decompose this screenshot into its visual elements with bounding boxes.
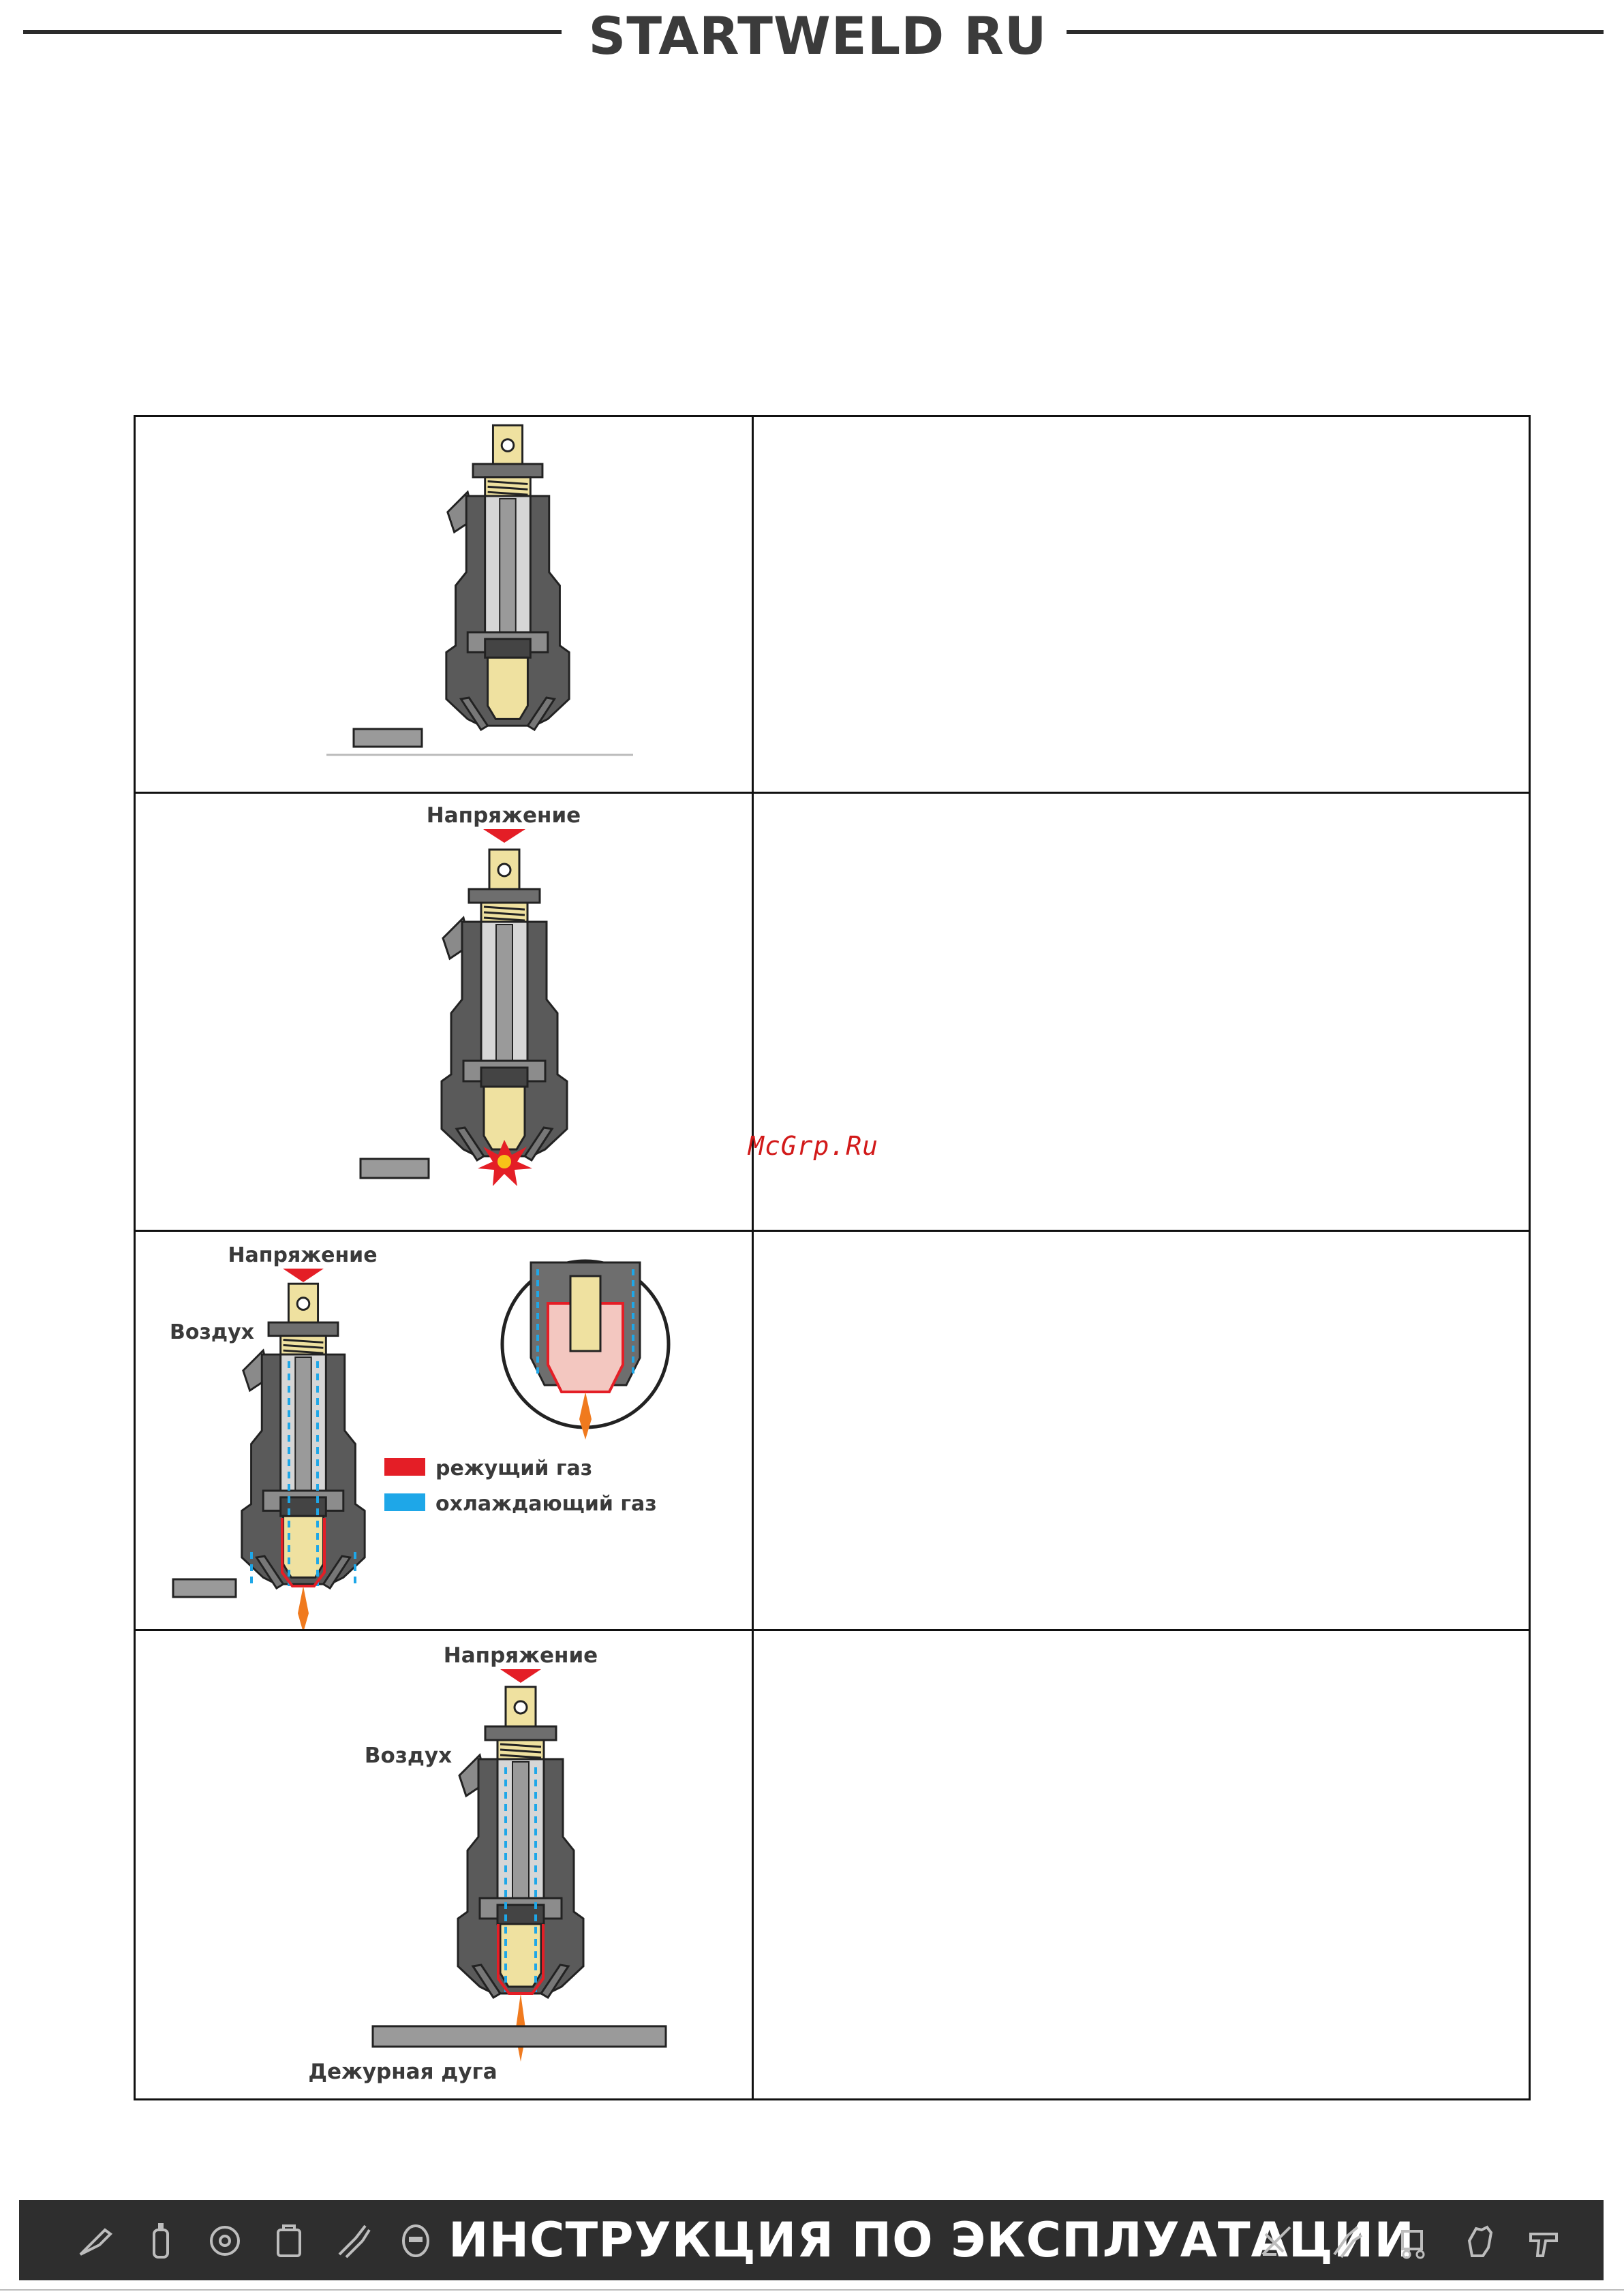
- air-label: Воздух: [364, 1743, 453, 1768]
- legend-swatch-cooling: [384, 1493, 425, 1511]
- legend-cutting-label: режущий газ: [435, 1457, 593, 1480]
- diagram-cell: [136, 794, 754, 1230]
- voltage-label: Напряжение: [426, 803, 581, 828]
- torch-idle-diagram: [136, 417, 752, 792]
- torch-stages-table: [134, 415, 1531, 2100]
- footer-banner: [19, 2200, 1604, 2280]
- glove-icon: [1460, 2220, 1501, 2261]
- bottom-rule: [0, 2289, 1624, 2291]
- voltage-arrow: [483, 829, 525, 843]
- welding-mask-icon: [395, 2220, 436, 2261]
- diagram-cell: [136, 1631, 754, 2098]
- torch-voltage-diagram: [136, 794, 752, 1230]
- diagram-cell: [136, 417, 754, 792]
- brand-left: STARTWELD: [588, 5, 945, 66]
- air-label: Воздух: [169, 1320, 255, 1344]
- brand-logo[interactable]: [588, 3, 1047, 68]
- torch-air-flow-diagram: [136, 1232, 752, 1629]
- voltage-label: Напряжение: [443, 1643, 598, 1668]
- torch-icon: [75, 2220, 116, 2261]
- description-cell: [754, 794, 1529, 1230]
- welder-case-icon: [269, 2220, 309, 2261]
- pliers-icon: [333, 2220, 373, 2261]
- diagram-cell: [136, 1232, 754, 1629]
- welding-cart-icon: [1393, 2220, 1434, 2261]
- description-cell: [754, 1631, 1529, 2098]
- workpiece: [361, 1159, 429, 1178]
- wire-spool-icon: [204, 2220, 245, 2261]
- table-row: [136, 794, 1529, 1232]
- torch-pilot-arc-diagram: [136, 1631, 752, 2098]
- table-row: [136, 1232, 1529, 1631]
- clamp-icon: [1326, 2220, 1367, 2261]
- table-row: [136, 1631, 1529, 2098]
- description-cell: [754, 417, 1529, 792]
- brand-right: RU: [964, 5, 1047, 66]
- description-cell: [754, 1232, 1529, 1629]
- legend-swatch-cutting: [384, 1458, 425, 1476]
- table-row: [136, 417, 1529, 794]
- header-rule-left: [23, 30, 562, 34]
- header-rule-right: [1067, 30, 1604, 34]
- spot-gun-icon: [1525, 2220, 1566, 2261]
- workpiece: [373, 2026, 666, 2047]
- footer-title: ИНСТРУКЦИЯ ПО ЭКСПЛУАТАЦИИ: [448, 2212, 1415, 2268]
- pilot-arc-label: Дежурная дуга: [308, 2060, 497, 2084]
- workpiece: [354, 729, 422, 747]
- watermark: McGrp.Ru: [748, 1131, 879, 1161]
- gas-cylinder-icon: [140, 2220, 181, 2261]
- voltage-label: Напряжение: [228, 1243, 378, 1267]
- legend-cooling-label: охлаждающий газ: [435, 1492, 657, 1516]
- plasma-cutter-icon: [1256, 2220, 1297, 2261]
